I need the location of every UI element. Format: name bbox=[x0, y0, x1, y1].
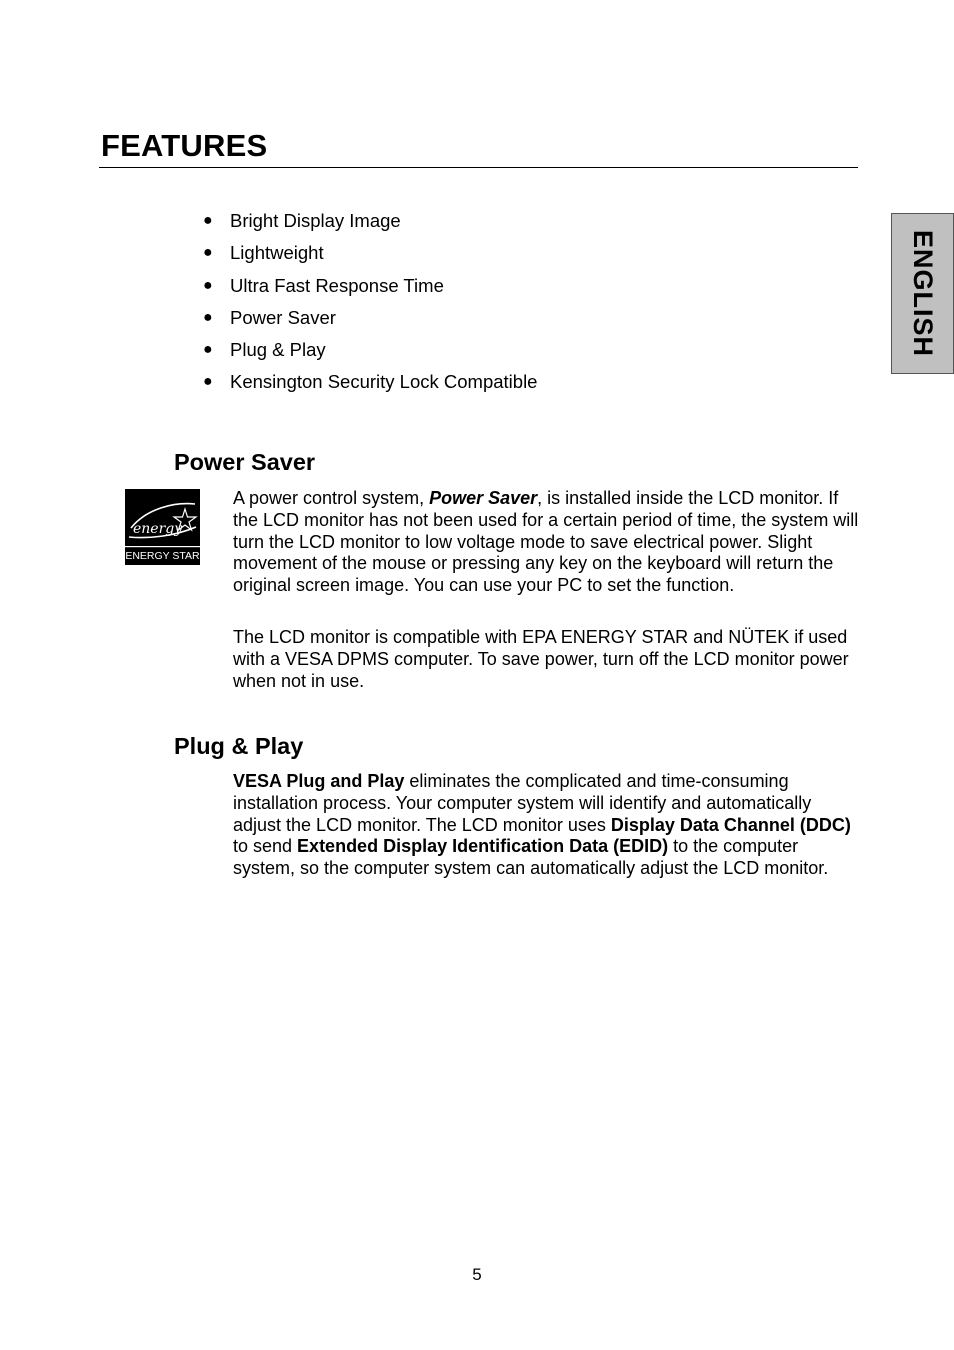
plug-and-play-paragraph: VESA Plug and Play eliminates the complicated and time-consuming installation process. Your computer system will identify and automatically adjust the LCD monitor. The LCD monitor uses Display Data Channel (DDC) to send Extended Display Identification Data (EDID) to the computer system, so the computer system can automatically adjust the LCD monitor. bbox=[233, 771, 851, 879]
power-saver-paragraph-2: The LCD monitor is compatible with EPA ENERGY STAR and NÜTEK if used with a VESA DPMS computer. To save power, turn off the LCD monitor power when not in use. bbox=[233, 627, 849, 691]
list-item bbox=[200, 305, 537, 337]
list-item bbox=[200, 208, 537, 240]
language-tab bbox=[891, 213, 954, 374]
bullet-icon: ● bbox=[203, 276, 213, 294]
list-item bbox=[200, 369, 537, 401]
feature-label: Kensington Security Lock Compatible bbox=[230, 371, 538, 393]
energy-star-label: ENERGY STAR bbox=[125, 550, 200, 562]
bullet-icon: ● bbox=[203, 308, 213, 326]
feature-label: Plug & Play bbox=[230, 339, 326, 361]
feature-list bbox=[200, 208, 537, 402]
power-saver-term: Power Saver bbox=[429, 488, 538, 508]
list-item bbox=[200, 337, 537, 369]
bullet-icon: ● bbox=[203, 244, 213, 262]
feature-label: Lightweight bbox=[230, 242, 324, 264]
language-tab-label: ENGLISH bbox=[908, 229, 939, 358]
list-item bbox=[200, 240, 537, 272]
edid-term: Extended Display Identification Data (EDID) bbox=[297, 836, 669, 857]
page-title: FEATURES bbox=[101, 128, 268, 163]
bullet-icon: ● bbox=[203, 373, 213, 391]
energy-script-text: energy bbox=[133, 521, 183, 537]
ddc-term: Display Data Channel (DDC) bbox=[610, 814, 851, 835]
power-saver-heading: Power Saver bbox=[174, 449, 316, 475]
energy-star-logo-icon bbox=[125, 489, 200, 565]
bullet-icon: ● bbox=[203, 341, 213, 359]
list-item bbox=[200, 273, 537, 305]
vesa-term: VESA Plug and Play bbox=[233, 771, 405, 791]
feature-label: Bright Display Image bbox=[230, 210, 401, 231]
page-number: 5 bbox=[472, 1265, 482, 1284]
feature-label: Ultra Fast Response Time bbox=[230, 274, 444, 296]
title-divider bbox=[99, 167, 858, 168]
feature-label: Power Saver bbox=[230, 306, 336, 328]
power-saver-paragraph-1: A power control system, Power Saver, is installed inside the LCD monitor. If the LCD monitor has not been used for a certain period of time, the system will turn the LCD monitor to low voltage mode to save electrical power. Slight movement of the mouse or pressing any key on the keyboard will return the original screen image. You can use your PC to set the function. bbox=[233, 488, 859, 596]
plug-and-play-heading: Plug & Play bbox=[174, 733, 304, 759]
bullet-icon: ● bbox=[203, 212, 213, 229]
